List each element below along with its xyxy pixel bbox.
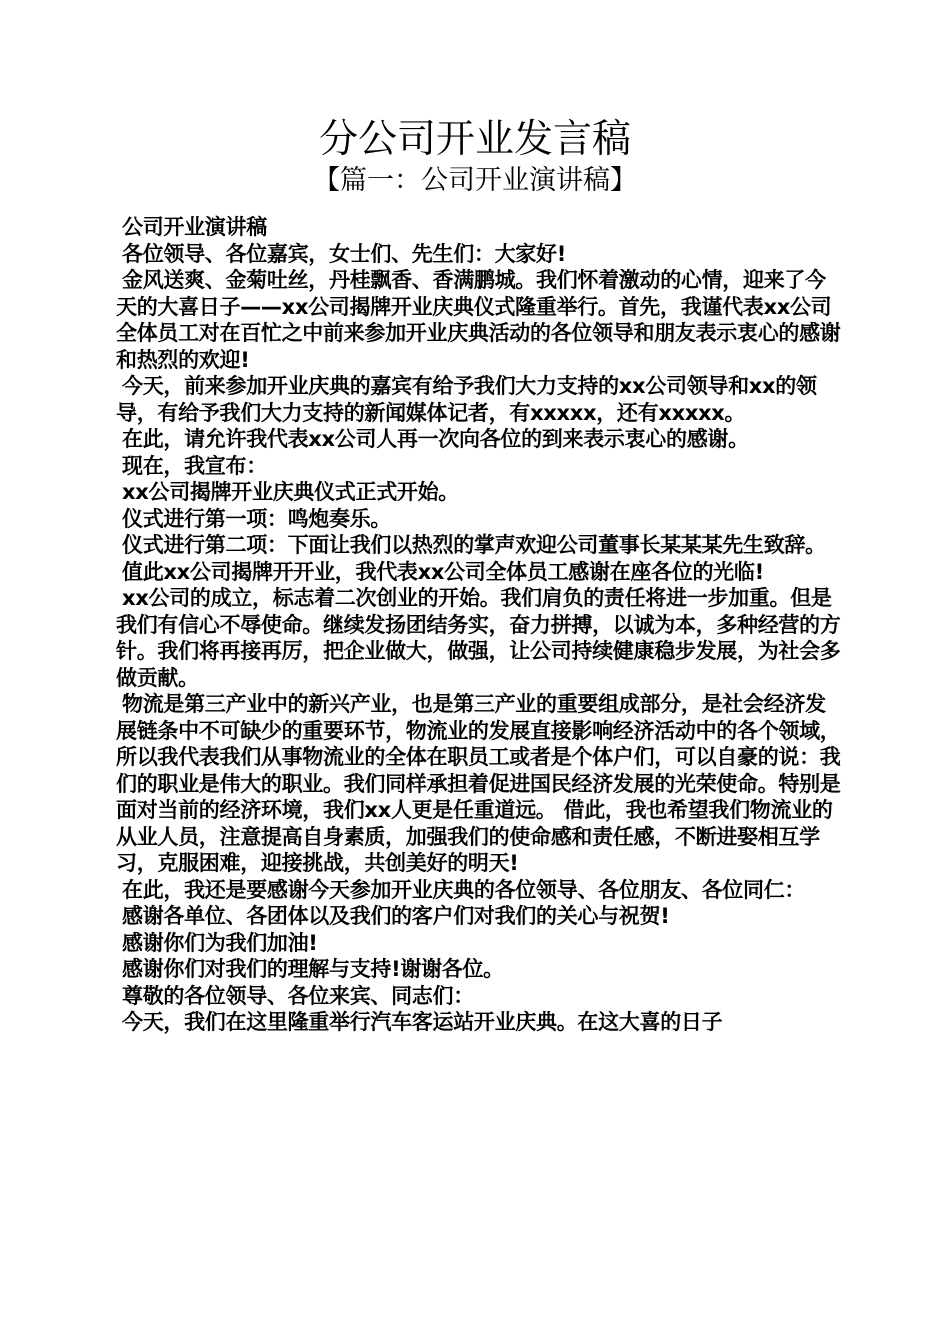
paragraph: 公司开业演讲稿 xyxy=(122,215,267,239)
paragraph: 物流是第三产业中的新兴产业，也是第三产业的重要组成部分，是社会经济发展链条中不可缺少的重要环节，物流业的发展直接影响经济活动中的各个领域，所以我代表我们从事物流业的全体在职员工或者是个体户们，可以自豪的说：我们的职业是伟大的职业。我们同样承担着促进国民经济发展的光荣使命。特别是面对当前的经济环境，我们xx人更是任重道远。 借此，我也希望我们物流业的从业人员，注意提高自身素质，加强我们的使命感和责任感，不断进娶相互学习，克服困难，迎接挑战，共创美好的明天! xyxy=(116,692,841,875)
paragraph: 在此，请允许我代表xx公司人再一次向各位的到来表示衷心的感谢。 xyxy=(122,427,749,451)
paragraph: 现在，我宣布： xyxy=(122,453,267,478)
document-body xyxy=(116,214,846,1036)
paragraph: xx公司揭牌开业庆典仪式正式开始。 xyxy=(122,480,459,504)
document-subtitle: 【篇一：公司开业演讲稿】 xyxy=(313,165,637,196)
paragraph: 仪式进行第二项：下面让我们以热烈的掌声欢迎公司董事长某某某先生致辞。 xyxy=(122,533,826,557)
paragraph: 在此，我还是要感谢今天参加开业庆典的各位领导、各位朋友、各位同仁： xyxy=(122,877,806,902)
paragraph: 尊敬的各位领导、各位来宾、同志们： xyxy=(122,983,474,1008)
paragraph: 仪式进行第一项：鸣炮奏乐。 xyxy=(122,506,392,531)
paragraph: 今天，前来参加开业庆典的嘉宾有给予我们大力支持的xx公司领导和xx的领导，有给予我们大力支持的新闻媒体记者，有xxxxx，还有xxxxx。 xyxy=(116,374,817,425)
paragraph: xx公司的成立，标志着二次创业的开始。我们肩负的责任将进一步加重。但是我们有信心不辱使命。继续发扬团结务实，奋力拼搏，以诚为本，多种经营的方针。我们将再接再厉，把企业做大，做强，让公司持续健康稳步发展，为社会多做贡献。 xyxy=(116,586,841,690)
paragraph: 今天，我们在这里隆重举行汽车客运站开业庆典。在这大喜的日子 xyxy=(122,1010,723,1034)
paragraph: 各位领导、各位嘉宾，女士们、先生们：大家好! xyxy=(122,241,566,266)
paragraph: 感谢各单位、各团体以及我们的客户们对我们的关心与祝贺! xyxy=(122,904,670,928)
paragraph: 值此xx公司揭牌开开业，我代表xx公司全体员工感谢在座各位的光临! xyxy=(122,559,764,584)
paragraph: 感谢你们对我们的理解与支持!谢谢各位。 xyxy=(122,957,504,981)
paragraph: 金风送爽、金菊吐丝，丹桂飘香、香满鹏城。我们怀着激动的心情，迎来了今天的大喜日子——xx公司揭牌开业庆典仪式隆重举行。首先，我谨代表xx公司全体员工对在百忙之中前来参加开业庆典活动的各位领导和朋友表示衷心的感谢和热烈的欢迎! xyxy=(116,268,841,372)
document-title: 分公司开业发言稿 xyxy=(318,117,631,162)
paragraph: 感谢你们为我们加油! xyxy=(122,930,318,955)
